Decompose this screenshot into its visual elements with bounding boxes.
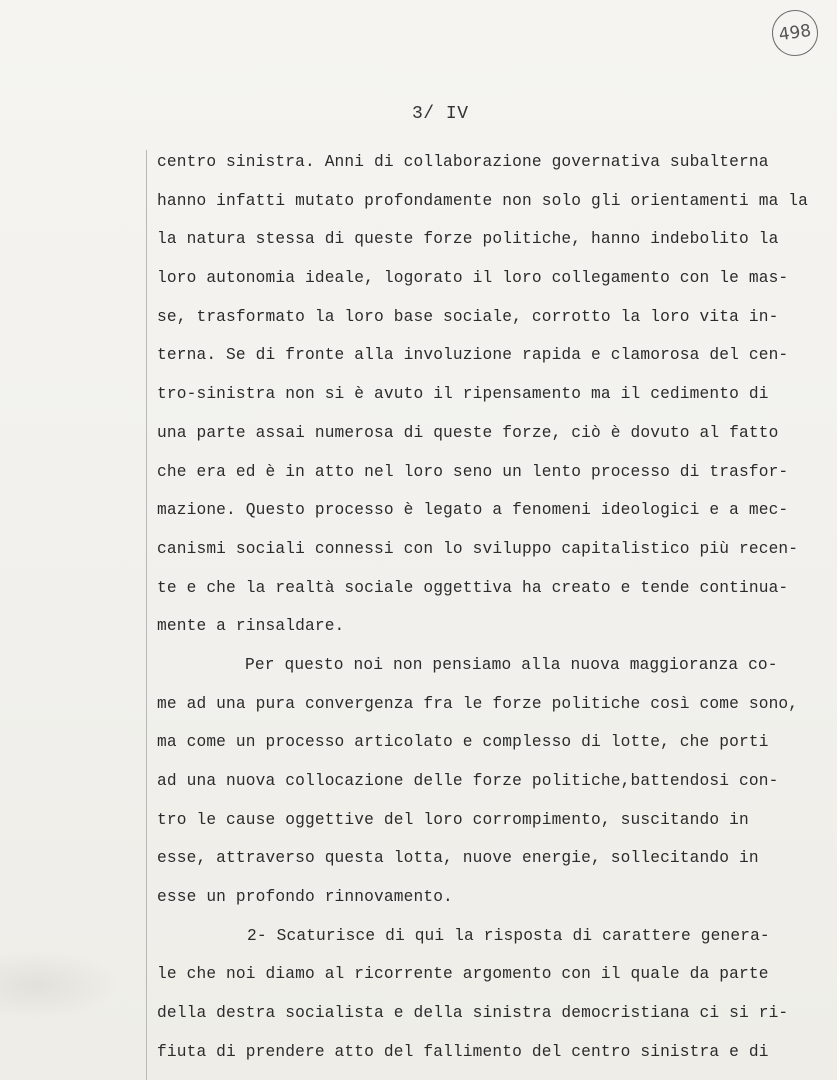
scan-smudge [0, 950, 120, 1020]
text-line: una parte assai numerosa di queste forze, ciò è dovuto al fatto [157, 423, 779, 442]
text-line: se, trasformato la loro base sociale, corrotto la loro vita in- [157, 307, 779, 326]
text-line: della destra socialista e della sinistra democristiana ci si ri- [157, 1004, 789, 1023]
text-line: fiuta di prendere atto del fallimento del centro sinistra e di [157, 1042, 769, 1061]
page-number: 3/ IV [412, 104, 469, 124]
folio-stamp [769, 7, 821, 59]
text-line: centro sinistra. Anni di collaborazione governativa subalterna [157, 153, 769, 171]
paragraph-start-line: Per questo noi non pensiamo alla nuova maggioranza co- [245, 655, 778, 674]
text-line: hanno infatti mutato profondamente non solo gli orientamenti ma la [157, 191, 809, 210]
body-text [157, 143, 817, 1072]
folio-number: 498 [777, 20, 813, 46]
text-line: esse, attraverso questa lotta, nuove energie, sollecitando in [157, 849, 759, 868]
text-line: tro le cause oggettive del loro corrompimento, suscitando in [157, 810, 749, 829]
text-line: terna. Se di fronte alla involuzione rapida e clamorosa del cen- [157, 346, 789, 365]
text-line: te e che la realtà sociale oggettiva ha creato e tende continua- [157, 578, 789, 597]
text-line: mente a rinsaldare. [157, 617, 345, 636]
text-line: che era ed è in atto nel loro seno un lento processo di trasfor- [157, 462, 789, 481]
text-line: mazione. Questo processo è legato a fenomeni ideologici e a mec- [157, 501, 789, 520]
text-line: me ad una pura convergenza fra le forze politiche così come sono, [157, 694, 799, 713]
numbered-paragraph-start-line: 2- Scaturisce di qui la risposta di carattere genera- [247, 926, 770, 945]
margin-rule [146, 150, 147, 1080]
text-line: esse un profondo rinnovamento. [157, 888, 453, 907]
text-line: ma come un processo articolato e complesso di lotte, che porti [157, 733, 769, 752]
text-line: tro-sinistra non si è avuto il ripensamento ma il cedimento di [157, 385, 769, 404]
text-line: loro autonomia ideale, logorato il loro collegamento con le mas- [157, 269, 789, 288]
text-line: canismi sociali connessi con lo sviluppo capitalistico più recen- [157, 539, 799, 558]
text-line: ad una nuova collocazione delle forze politiche,battendosi con- [157, 772, 779, 790]
text-line: la natura stessa di queste forze politiche, hanno indebolito la [157, 230, 779, 249]
text-line: le che noi diamo al ricorrente argomento con il quale da parte [157, 965, 769, 984]
